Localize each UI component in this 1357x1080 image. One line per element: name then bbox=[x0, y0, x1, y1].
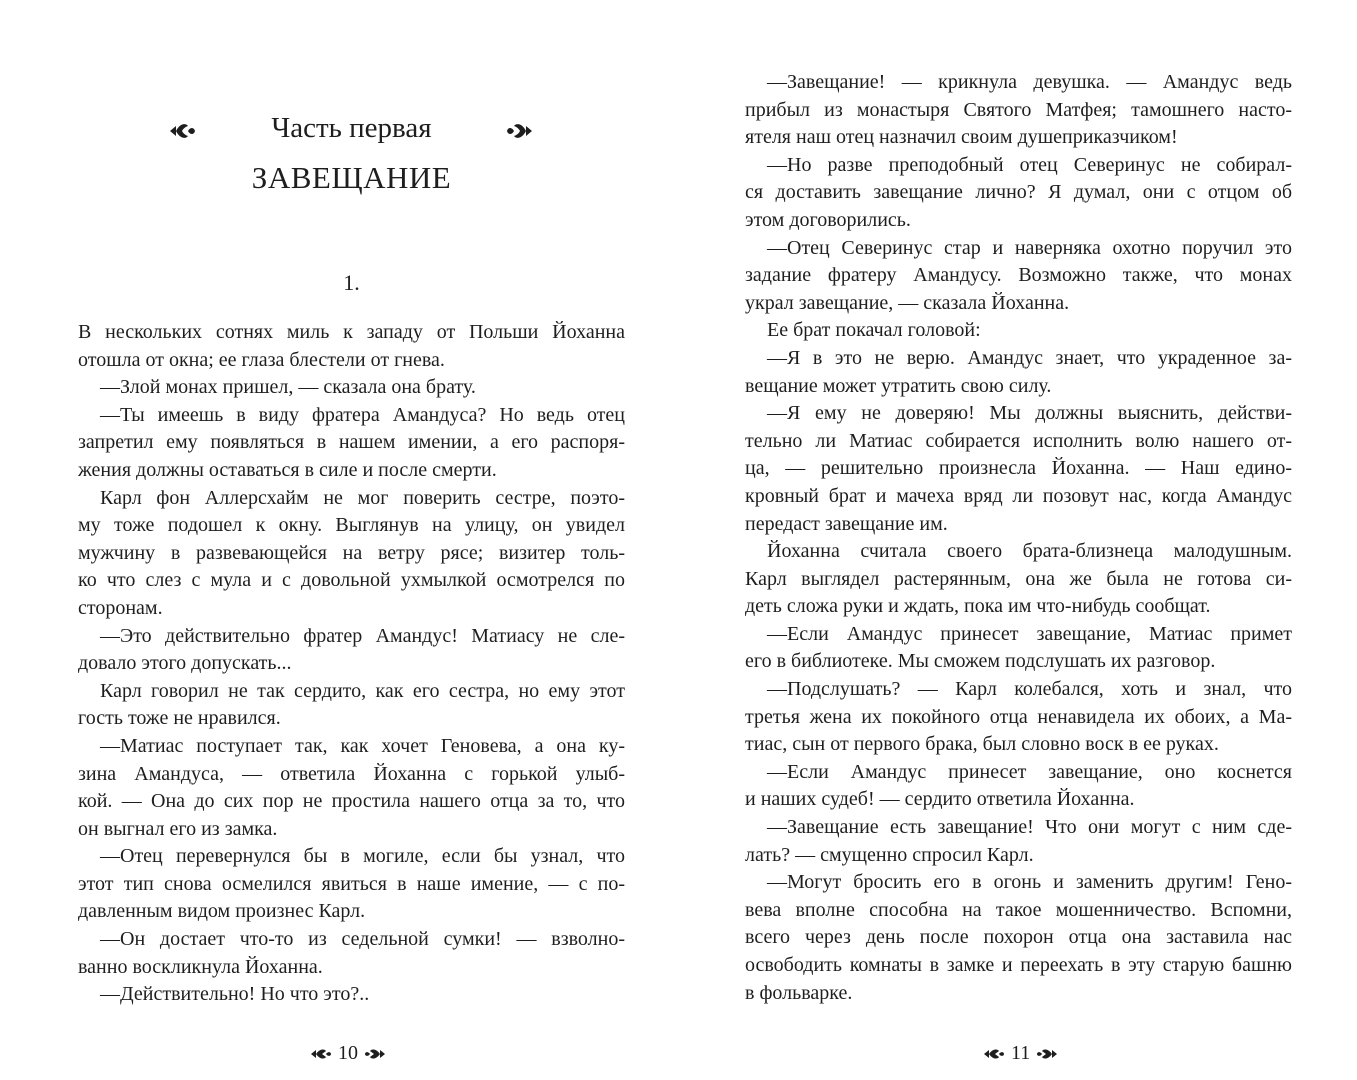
text-line: деть сложа руки и ждать, пока им что-нибудь сообщат. bbox=[745, 595, 1211, 618]
ornament-icon bbox=[1036, 1047, 1058, 1061]
paragraph bbox=[78, 678, 625, 733]
text-line: ца, — решительно произнесла Йоханна. — Наш едино- bbox=[745, 457, 1292, 480]
page-number-right bbox=[983, 1042, 1058, 1065]
text-line: ятеля наш отец назначил своим душеприказчиком! bbox=[745, 126, 1178, 149]
text-line: всего через день после похорон отца она заставила нас bbox=[745, 926, 1292, 949]
text-line: вева вполне способна на такое мошенничество. Вспомни, bbox=[745, 898, 1292, 921]
paragraph bbox=[78, 402, 625, 485]
text-line: запретил ему появляться в нашем имении, а его распоря- bbox=[78, 431, 625, 454]
paragraph bbox=[745, 400, 1292, 538]
paragraph bbox=[745, 869, 1292, 1007]
text-line: этот тип снова осмелился явиться в наше имение, — с по- bbox=[78, 872, 625, 895]
text-line: —Отец перевернулся бы в могиле, если бы узнал, что bbox=[100, 845, 625, 868]
text-line: он выгнал его из замка. bbox=[78, 817, 278, 840]
text-line: украл завещание, — сказала Йоханна. bbox=[745, 291, 1070, 314]
ornament-icon bbox=[506, 120, 534, 142]
paragraph bbox=[745, 69, 1292, 152]
body-text bbox=[745, 69, 1292, 1007]
text-line: зина Амандуса, — ответила Йоханна с горькой улыб- bbox=[78, 762, 625, 785]
page-number-left bbox=[310, 1042, 386, 1065]
text-line: —Но разве преподобный отец Северинус не собирал- bbox=[767, 153, 1292, 176]
text-line: —Если Амандус принесет завещание, оно коснется bbox=[767, 760, 1292, 783]
text-line: В нескольких сотнях миль к западу от Польши Йоханна bbox=[78, 321, 625, 343]
text-line: Ее брат покачал головой: bbox=[767, 319, 981, 342]
page-number: 10 bbox=[338, 1042, 358, 1064]
paragraph bbox=[78, 485, 625, 623]
text-line: сторонам. bbox=[78, 596, 163, 619]
ornament-icon bbox=[983, 1047, 1005, 1061]
paragraph bbox=[745, 345, 1292, 400]
text-line: задание фратеру Амандусу. Возможно также, что монах bbox=[745, 264, 1292, 287]
text-line: —Отец Северинус стар и наверняка охотно поручил это bbox=[767, 236, 1292, 259]
text-line: Карл говорил не так сердито, как его сестра, но ему этот bbox=[100, 679, 625, 702]
right-page bbox=[680, 0, 1357, 1080]
text-line: кой. — Она до сих пор не простила нашего отца за то, что bbox=[78, 790, 625, 813]
chapter-number: 1. bbox=[343, 270, 360, 295]
paragraph bbox=[745, 317, 1292, 345]
text-line: и наших судеб! — сердито ответила Йоханна. bbox=[745, 788, 1135, 811]
text-line: —Завещание! — крикнула девушка. — Амандус ведь bbox=[767, 71, 1292, 93]
text-line: —Матиас поступает так, как хочет Геновева, а она ку- bbox=[100, 734, 625, 757]
text-line: этом договорились. bbox=[745, 208, 911, 231]
text-line: давленным видом произнес Карл. bbox=[78, 900, 366, 923]
text-line: —Если Амандус принесет завещание, Матиас примет bbox=[767, 622, 1292, 645]
text-line: ко что слез с мула и с довольной ухмылкой осмотрелся по bbox=[78, 569, 625, 592]
text-line: мужчину в развевающейся на ветру рясе; визитер толь- bbox=[78, 541, 625, 564]
text-line: —Подслушать? — Карл колебался, хоть и знал, что bbox=[767, 678, 1292, 701]
text-line: —Я ему не доверяю! Мы должны выяснить, действи- bbox=[767, 402, 1292, 425]
text-line: —Завещание есть завещание! Что они могут с ним сде- bbox=[767, 816, 1292, 839]
text-line: —Могут бросить его в огонь и заменить другим! Гено- bbox=[767, 871, 1292, 894]
text-line: —Я в это не верю. Амандус знает, что украденное за- bbox=[767, 346, 1292, 369]
text-line: прибыл из монастыря Святого Матфея; тамошнего насто- bbox=[745, 98, 1292, 121]
text-line: Йоханна считала своего брата-близнеца малодушным. bbox=[767, 540, 1292, 563]
paragraph bbox=[745, 235, 1292, 318]
text-line: его в библиотеке. Мы сможем подслушать их разговор. bbox=[745, 650, 1216, 673]
ornament-icon bbox=[310, 1047, 332, 1061]
text-line: в фольварке. bbox=[745, 981, 853, 1004]
text-line: —Это действительно фратер Амандус! Матиасу не сле- bbox=[100, 624, 625, 647]
text-line: кровный брат и мачеха вряд ли позовут нас, когда Амандус bbox=[745, 484, 1292, 507]
paragraph bbox=[745, 759, 1292, 814]
text-line: —Ты имеешь в виду фратера Амандуса? Но ведь отец bbox=[100, 403, 625, 426]
text-line: отошла от окна; ее глаза блестели от гнева. bbox=[78, 348, 445, 371]
paragraph bbox=[78, 981, 625, 1009]
section-title: ЗАВЕЩАНИЕ bbox=[251, 160, 452, 195]
text-line: вещание может утратить свою силу. bbox=[745, 374, 1052, 397]
paragraph bbox=[745, 814, 1292, 869]
part-title: Часть первая bbox=[271, 112, 432, 144]
text-line: передаст завещание им. bbox=[745, 512, 948, 535]
text-line: гость тоже не нравился. bbox=[78, 707, 281, 730]
text-line: ванно воскликнула Йоханна. bbox=[78, 955, 323, 978]
text-line: —Злой монах пришел, — сказала она брату. bbox=[100, 376, 476, 399]
paragraph bbox=[78, 733, 625, 843]
ornament-icon bbox=[364, 1047, 386, 1061]
text-line: третья жена их покойного отца ненавидела их обоих, а Ма- bbox=[745, 705, 1292, 728]
paragraph bbox=[745, 152, 1292, 235]
text-line: —Он достает что-то из седельной сумки! — взволно- bbox=[100, 928, 625, 951]
text-line: довало этого допускать... bbox=[78, 652, 292, 675]
body-text bbox=[78, 319, 625, 1009]
paragraph bbox=[78, 319, 625, 374]
paragraph bbox=[78, 374, 625, 402]
text-line: освободить комнаты в замке и переехать в эту старую башню bbox=[745, 954, 1292, 976]
paragraph bbox=[78, 623, 625, 678]
text-line: му тоже подошел к окну. Выглянув на улицу, он увидел bbox=[78, 514, 625, 537]
page-number: 11 bbox=[1011, 1042, 1031, 1064]
paragraph bbox=[745, 621, 1292, 676]
text-line: жения должны оставаться в силе и после смерти. bbox=[78, 458, 497, 481]
paragraph bbox=[745, 676, 1292, 759]
text-line: лать? — смущенно спросил Карл. bbox=[745, 843, 1034, 866]
paragraph bbox=[78, 926, 625, 981]
text-line: Карл фон Аллерсхайм не мог поверить сестре, поэто- bbox=[100, 486, 625, 509]
text-line: Карл выглядел растерянным, она же была не готова си- bbox=[745, 567, 1292, 590]
paragraph bbox=[78, 843, 625, 926]
text-line: тиас, сын от первого брака, был словно воск в ее руках. bbox=[745, 733, 1219, 756]
paragraph bbox=[745, 538, 1292, 621]
text-line: —Действительно! Но что это?.. bbox=[100, 983, 370, 1006]
text-line: тельно ли Матиас собирается исполнить волю нашего от- bbox=[745, 429, 1292, 452]
text-line: ся доставить завещание лично? Я думал, они с отцом об bbox=[745, 181, 1292, 204]
